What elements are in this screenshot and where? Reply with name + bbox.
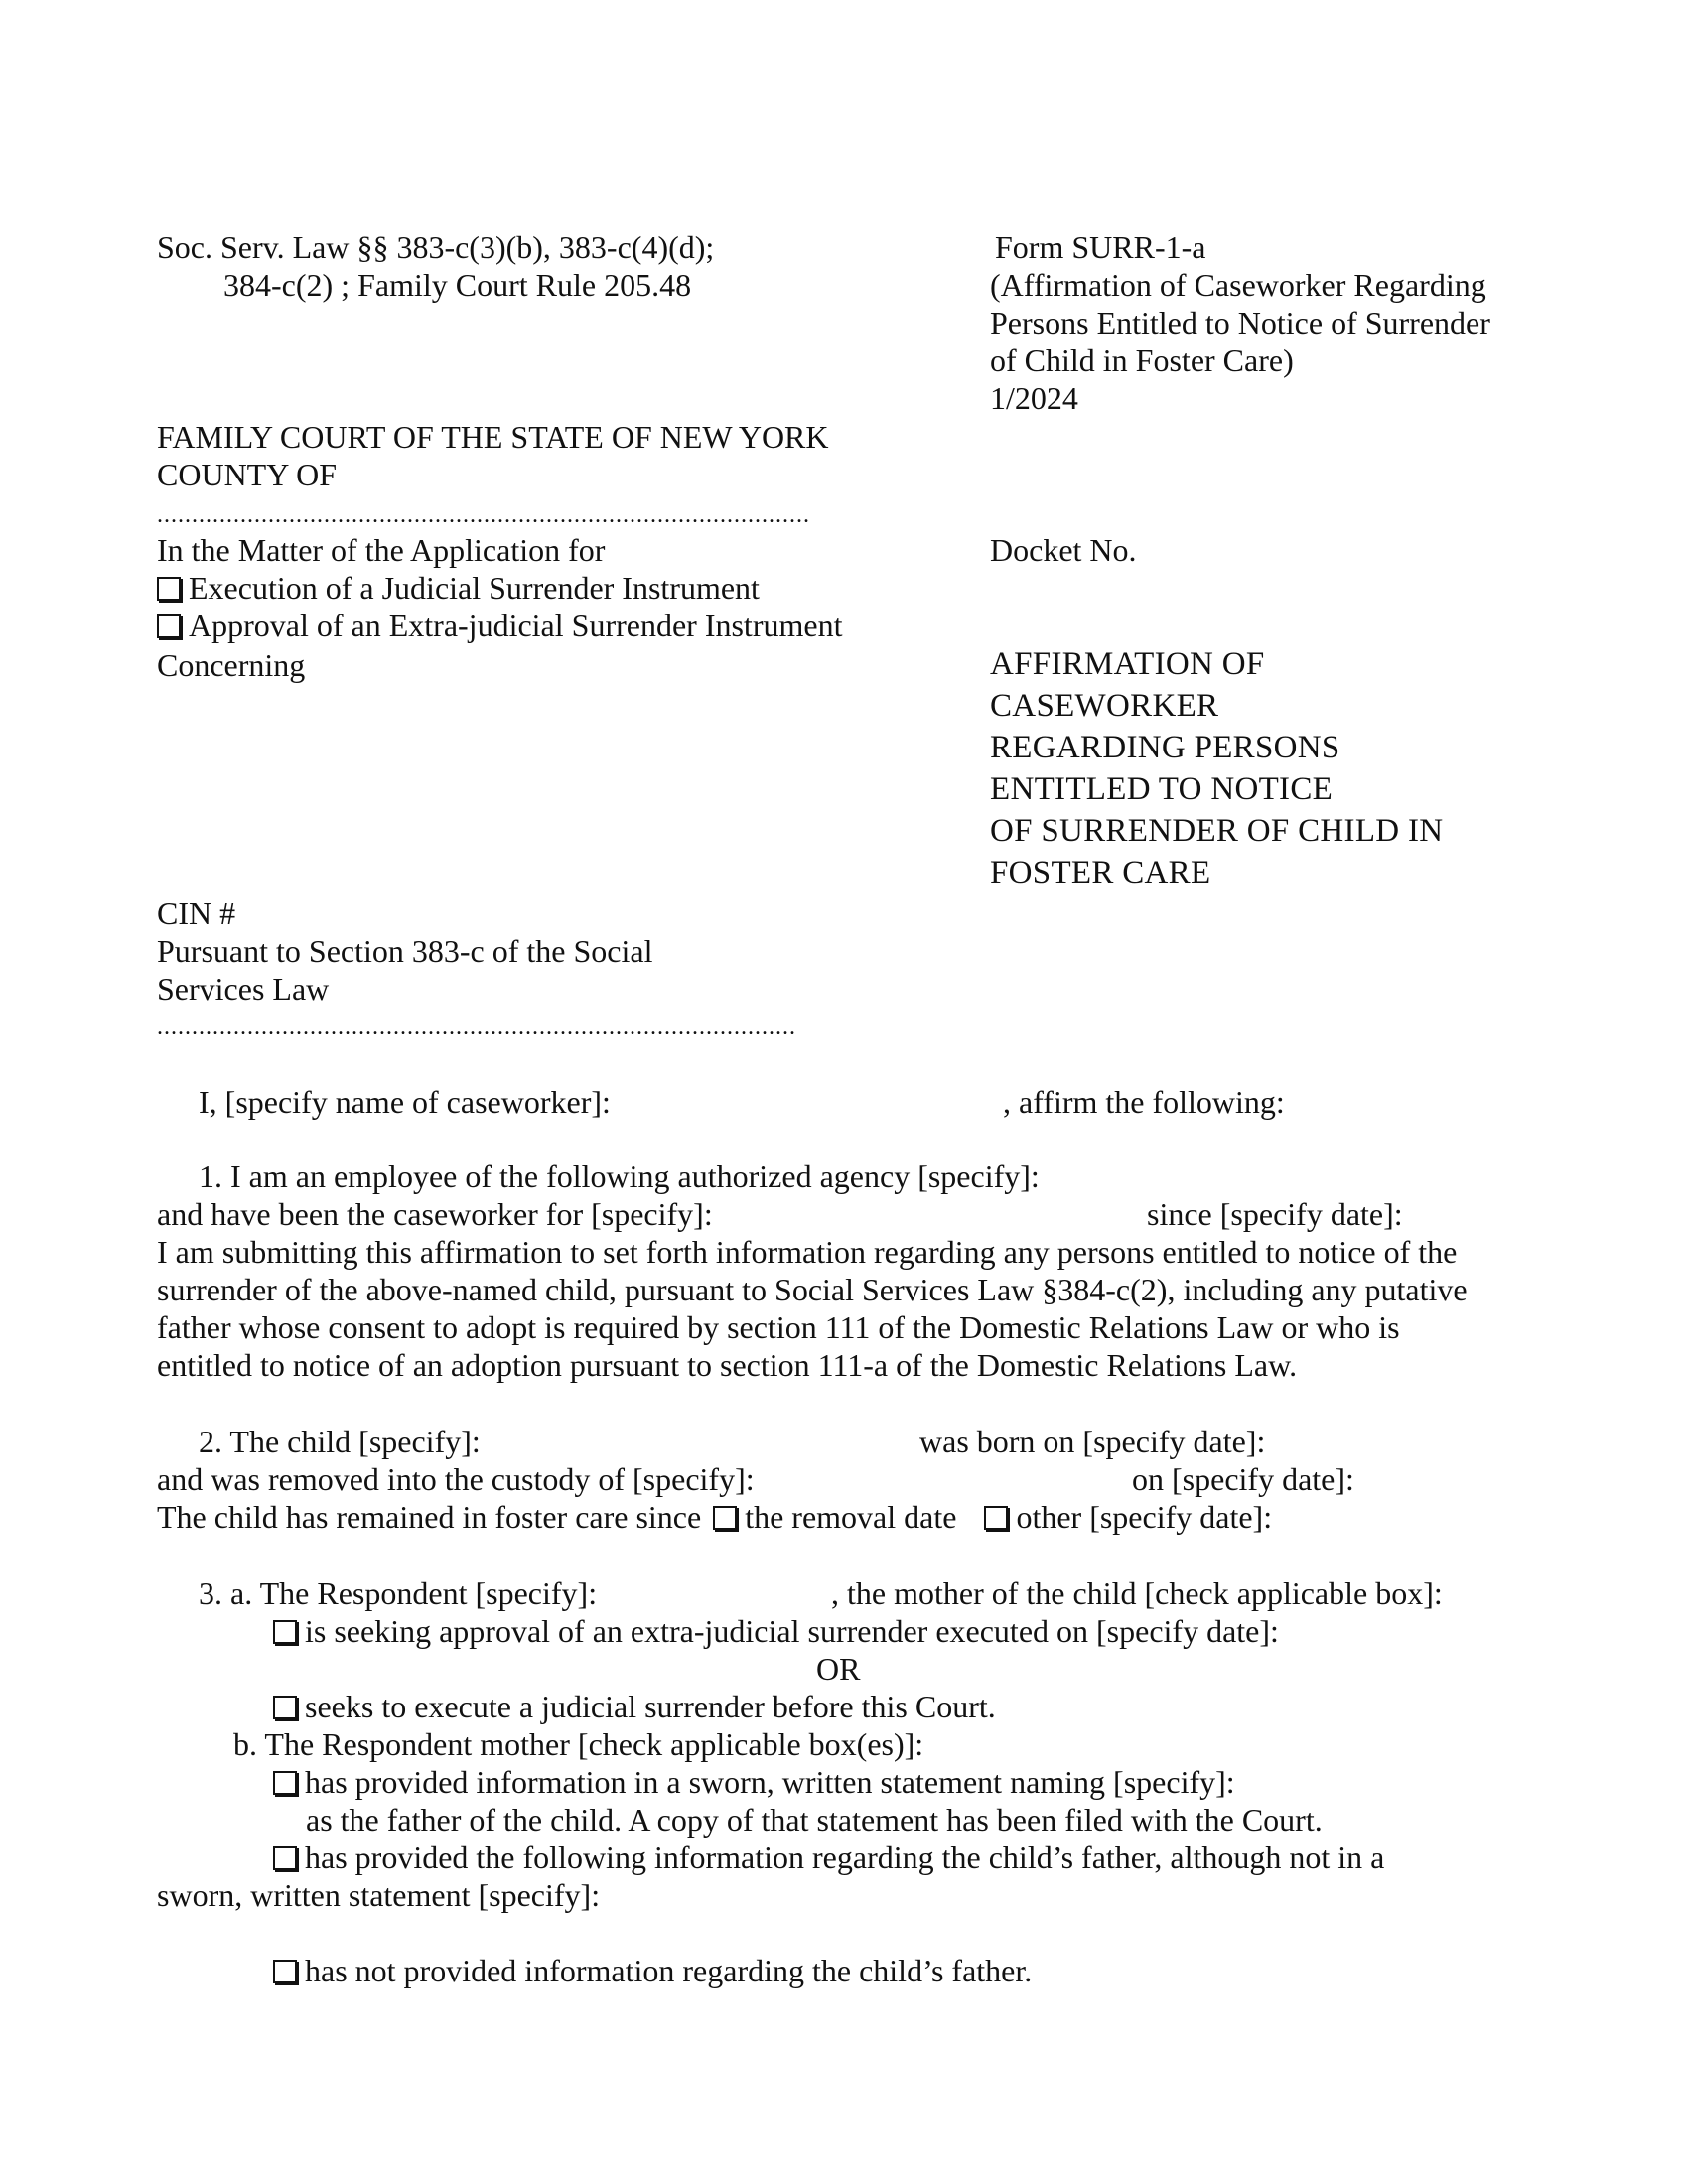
checkbox-unsworn-info[interactable] [273,1846,297,1870]
para3-a-option-2-label: seeks to execute a judicial surrender before this Court. [305,1689,996,1724]
para3-a-label: 3. a. The Respondent [specify]: [199,1575,598,1611]
pursuant-line-1: Pursuant to Section 383-c of the Social [157,933,653,969]
para3-b-label: b. The Respondent mother [check applicable box(es)]: [233,1726,924,1762]
court-name: FAMILY COURT OF THE STATE OF NEW YORK [157,419,829,455]
form-id: Form SURR-1-a [995,229,1206,265]
doc-title-line-6: FOSTER CARE [990,855,1211,890]
para1-line-2-right: since [specify date]: [1147,1196,1403,1232]
para1-line-3: I am submitting this affirmation to set forth information regarding any persons entitled to notice of the [157,1234,1458,1270]
checkbox-extrajudicial-surrender[interactable] [157,614,181,638]
or-label: OR [816,1651,861,1687]
para3-a-option-1-label: is seeking approval of an extra-judicial surrender executed on [specify date]: [305,1613,1279,1649]
pursuant-line-2: Services Law [157,971,330,1007]
para2-line-2-left: and was removed into the custody of [specify]: [157,1461,755,1497]
checkbox-extrajudicial-approval[interactable] [273,1620,297,1644]
option-judicial [157,569,760,607]
intro-right: , affirm the following: [1003,1084,1285,1120]
para3-b-option-2 [273,1839,1384,1876]
form-desc-line-1: (Affirmation of Caseworker Regarding [990,267,1486,303]
docket-label: Docket No. [990,532,1137,568]
doc-title-line-2: CASEWORKER [990,688,1219,724]
para1-line-1: 1. I am an employee of the following authorized agency [specify]: [199,1159,1040,1194]
caption-dots-bottom: ............................................................................................ [157,1015,796,1040]
option-judicial-label: Execution of a Judicial Surrender Instrument [189,570,760,606]
para1-line-4: surrender of the above-named child, pursuant to Social Services Law §384-c(2), including any putative [157,1272,1468,1307]
statute-line-2: 384-c(2) ; Family Court Rule 205.48 [223,267,692,303]
para3-a-option-2 [273,1688,996,1725]
form-date: 1/2024 [990,380,1078,416]
county-label: COUNTY OF [157,457,338,492]
option-extrajudicial-label: Approval of an Extra-judicial Surrender Instrument [189,608,843,643]
para3-b-option-2-label: has provided the following information regarding the child’s father, although not in a [305,1840,1385,1875]
para3-b-option-2-cont: sworn, written statement [specify]: [157,1877,601,1913]
checkbox-removal-date[interactable] [713,1506,737,1530]
para2-line-1-right: was born on [specify date]: [919,1424,1266,1459]
form-desc-line-3: of Child in Foster Care) [990,342,1294,378]
para3-b-option-1 [273,1763,1235,1801]
intro-left: I, [specify name of caseworker]: [199,1084,611,1120]
checkbox-judicial-surrender[interactable] [157,577,181,601]
cin-label: CIN # [157,895,236,931]
doc-title-line-4: ENTITLED TO NOTICE [990,771,1334,807]
para3-b-option-3 [273,1952,1032,1989]
removal-date-label: the removal date [745,1499,957,1535]
matter-line: In the Matter of the Application for [157,532,606,568]
doc-title-line-3: REGARDING PERSONS [990,730,1340,765]
checkbox-execute-judicial[interactable] [273,1696,297,1719]
para3-b-option-1-cont: as the father of the child. A copy of that statement has been filed with the Court. [306,1802,1323,1838]
doc-title-line-1: AFFIRMATION OF [990,646,1265,682]
form-desc-line-2: Persons Entitled to Notice of Surrender [990,305,1490,341]
caption-dots-top: .............................................................................................. [157,502,810,528]
checkbox-other-date[interactable] [984,1506,1008,1530]
para2-line-1-left: 2. The child [specify]: [199,1424,481,1459]
para1-line-5: father whose consent to adopt is required by section 111 of the Domestic Relations Law or who is [157,1309,1400,1345]
option-extrajudicial [157,607,842,644]
checkbox-no-info[interactable] [273,1960,297,1983]
para1-line-6: entitled to notice of an adoption pursuant to section 111-a of the Domestic Relations Law. [157,1347,1298,1383]
para3-a-option-1 [273,1612,1279,1650]
para1-line-2-left: and have been the caseworker for [specify]: [157,1196,713,1232]
para2-line-3 [157,1498,1272,1536]
para2-line-2-right: on [specify date]: [1132,1461,1354,1497]
para3-b-option-3-label: has not provided information regarding the child’s father. [305,1953,1033,1988]
checkbox-sworn-statement[interactable] [273,1771,297,1795]
other-date-label: other [specify date]: [1016,1499,1273,1535]
concerning-label: Concerning [157,647,306,683]
para3-b-option-1-label: has provided information in a sworn, written statement naming [specify]: [305,1764,1235,1800]
statute-line-1: Soc. Serv. Law §§ 383-c(3)(b), 383-c(4)(d); [157,229,715,265]
para3-a-right: , the mother of the child [check applicable box]: [831,1575,1443,1611]
para2-line-3-text: The child has remained in foster care since [157,1499,702,1535]
doc-title-line-5: OF SURRENDER OF CHILD IN [990,813,1444,849]
